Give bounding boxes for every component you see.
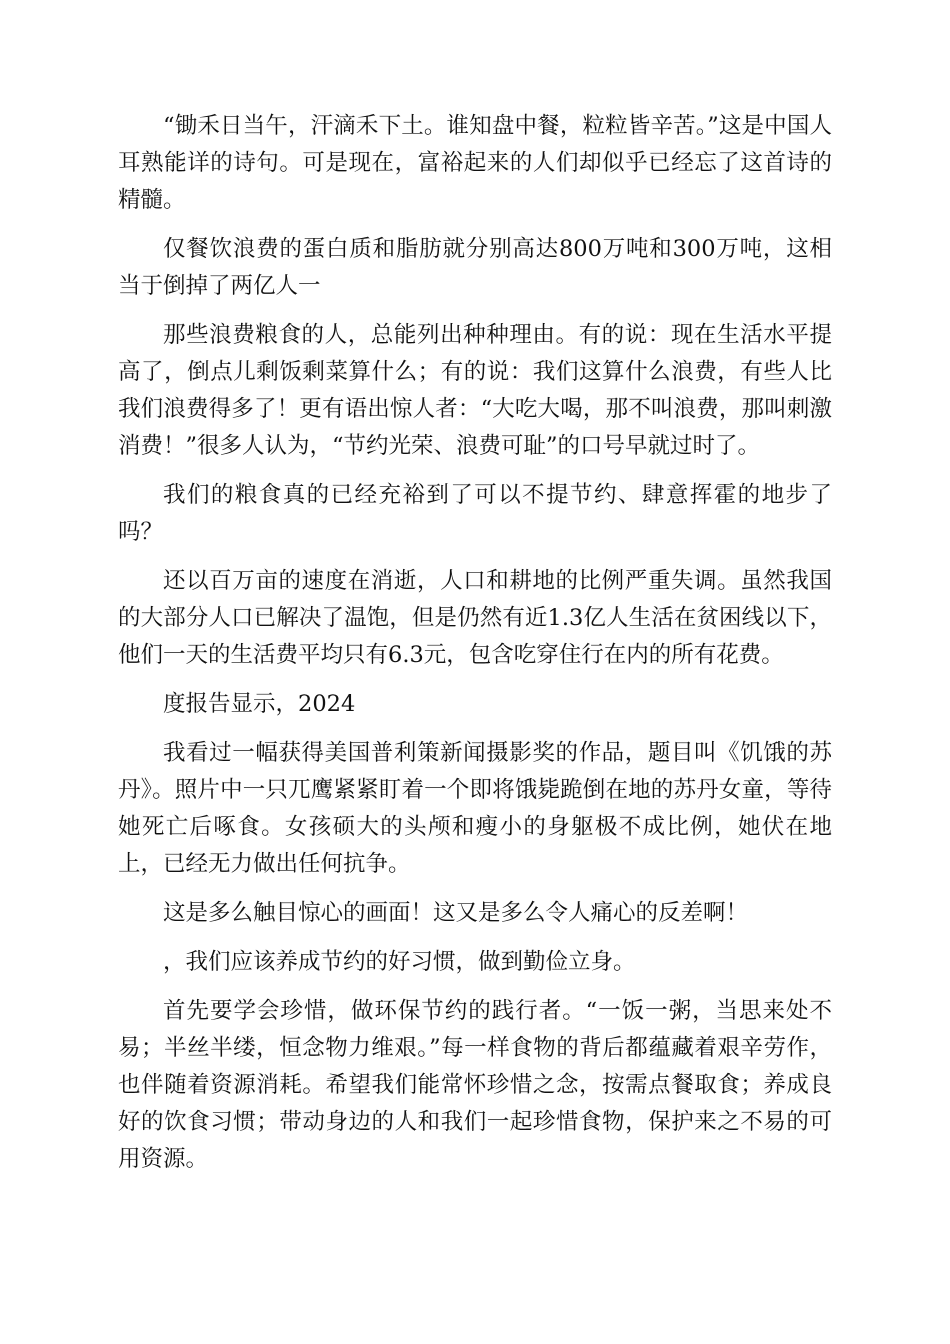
paragraph-sudan-photo: 我看过一幅获得美国普利策新闻摄影奖的作品，题目叫《饥饿的苏丹》。照片中一只兀鹰紧紧盯着一个即将饿毙跪倒在地的苏丹女童，等待她死亡后啄食。女孩硕大的头颅和瘦小的身躯极不成比例，她伏在地上，已经无力做出任何抗争。 bbox=[118, 740, 832, 877]
paragraph-report: 度报告显示，2024 bbox=[163, 691, 356, 717]
paragraph-question: 我们的粮食真的已经充裕到了可以不提节约、肆意挥霍的地步了吗？ bbox=[118, 482, 832, 545]
paragraph-contrast: 这是多么触目惊心的画面！这又是多么令人痛心的反差啊！ bbox=[163, 900, 749, 926]
paragraph-habit: ，我们应该养成节约的好习惯，做到勤俭立身。 bbox=[163, 949, 636, 975]
paragraph-waste-stats: 仅餐饮浪费的蛋白质和脂肪就分别高达800万吨和300万吨，这相当于倒掉了两亿人一 bbox=[118, 236, 832, 299]
paragraph-farmland: 还以百万亩的速度在消逝，人口和耕地的比例严重失调。虽然我国的大部分人口已解决了温饱，但是仍然有近1.3亿人生活在贫困线以下，他们一天的生活费平均只有6.3元，包含吃穿住行在内的所有花费。 bbox=[118, 568, 832, 668]
paragraph-poem-intro: “锄禾日当午，汗滴禾下土。谁知盘中餐，粒粒皆辛苦。”这是中国人耳熟能详的诗句。可是现在，富裕起来的人们却似乎已经忘了这首诗的精髓。 bbox=[118, 113, 832, 213]
paragraph-excuses: 那些浪费粮食的人，总能列出种种理由。有的说：现在生活水平提高了，倒点儿剩饭剩菜算什么；有的说：我们这算什么浪费，有些人比我们浪费得多了！更有语出惊人者：“大吃大喝，那不叫浪费，那叫刺激消费！”很多人认为，“节约光荣、浪费可耻”的口号早就过时了。 bbox=[118, 322, 832, 459]
paragraph-cherish: 首先要学会珍惜，做环保节约的践行者。“一饭一粥，当思来处不易；半丝半缕，恒念物力维艰。”每一样食物的背后都蕴藏着艰辛劳作，也伴随着资源消耗。希望我们能常怀珍惜之念，按需点餐取食；养成良好的饮食习惯；带动身边的人和我们一起珍惜食物，保护来之不易的可用资源。 bbox=[118, 998, 832, 1172]
